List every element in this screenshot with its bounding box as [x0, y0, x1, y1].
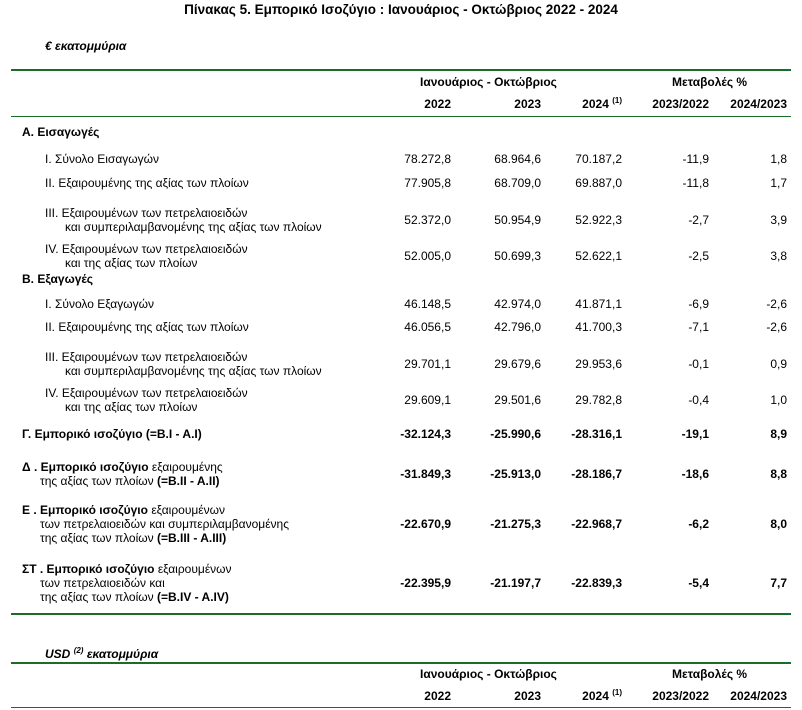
row-label: IV. Εξαιρουμένων των πετρελαιοειδών	[45, 386, 248, 400]
balance-label-line	[40, 576, 165, 590]
value-2022: 29.701,1	[404, 357, 451, 371]
balance-label-bold: ΣΤ . Εμπορικό ισοζύγιο	[22, 562, 155, 576]
balance-label-line-text: των πετρελαιοειδών και	[40, 576, 165, 590]
balance-label-ref: (=Β.ΙΙ - Α.ΙΙ)	[153, 474, 220, 488]
value-2022: -22.395,9	[400, 576, 451, 590]
value-2024: 29.953,6	[575, 357, 622, 371]
change-2023-2022: -2,7	[688, 213, 709, 227]
unit-label-eur: € εκατομμύρια	[45, 39, 127, 53]
row-label: Ι. Σύνολο Εισαγωγών	[45, 152, 160, 166]
value-2022: 52.005,0	[404, 249, 451, 263]
header-change-2024-2023: 2024/2023	[730, 97, 787, 111]
change-2024-2023: 8,9	[770, 427, 787, 441]
value-2023: 42.974,0	[494, 297, 541, 311]
value-2024: 52.622,1	[575, 249, 622, 263]
usd-note: (2)	[73, 646, 84, 655]
change-2023-2022: -5,4	[688, 576, 709, 590]
section-imports: Α. Εισαγωγές	[22, 125, 100, 139]
balance-label-text: εξαιρουμένων	[147, 503, 226, 517]
change-2023-2022: -7,1	[688, 320, 709, 334]
value-2024: -28.186,7	[571, 467, 622, 481]
balance-label-text: εξαιρουμένης	[148, 460, 223, 474]
balance-label-line	[40, 517, 289, 531]
value-2023: -21.197,7	[490, 576, 541, 590]
change-2024-2023: 1,8	[770, 152, 787, 166]
change-2023-2022: -11,8	[682, 176, 709, 190]
change-2023-2022: -11,9	[682, 152, 709, 166]
value-2023: 29.501,6	[494, 393, 541, 407]
change-2023-2022: -6,2	[688, 517, 709, 531]
balance-label: Γ. Εμπορικό ισοζύγιο (=Β.Ι - Α.Ι)	[22, 427, 202, 441]
row-label: και της αξίας των πλοίων	[65, 400, 198, 414]
usd-header-2022: 2022	[424, 689, 451, 703]
balance-label-ref: (=B.IV - A.IV)	[153, 590, 229, 604]
usd-prefix: USD	[45, 647, 71, 661]
header-2024-note: (1)	[612, 96, 622, 105]
usd-header-2024-note: (1)	[612, 688, 622, 697]
change-2024-2023: 7,7	[770, 576, 787, 590]
change-2023-2022: -0,4	[688, 393, 709, 407]
balance-label	[22, 460, 223, 474]
balance-label-bold: Ε . Εμπορικό ισοζύγιο	[22, 503, 148, 517]
change-2024-2023: -2,6	[766, 297, 787, 311]
value-2024: -22.968,7	[571, 517, 622, 531]
balance-label-bold: Δ . Εμπορικό ισοζύγιο	[22, 460, 149, 474]
value-2023: -25.990,6	[490, 427, 541, 441]
balance-label-line	[40, 474, 220, 488]
value-2022: 29.609,1	[404, 393, 451, 407]
balance-label-line-text: της αξίας των πλοίων	[40, 474, 154, 488]
value-2024: 41.871,1	[575, 297, 622, 311]
usd-header-change-2024-2023: 2024/2023	[730, 689, 787, 703]
header-2022: 2022	[424, 97, 451, 111]
row-label: και της αξίας των πλοίων	[65, 256, 198, 270]
value-2023: 50.954,9	[494, 213, 541, 227]
usd-header-change-2023-2022: 2023/2022	[652, 689, 709, 703]
value-2022: -32.124,3	[400, 427, 451, 441]
unit-label-usd	[45, 647, 158, 661]
value-2024: 52.922,3	[575, 213, 622, 227]
balance-label-line-text: της αξίας των πλοίων	[40, 590, 154, 604]
header-2023: 2023	[514, 97, 541, 111]
header-2024	[532, 97, 622, 111]
usd-header-2023: 2023	[514, 689, 541, 703]
value-2023: 42.796,0	[494, 320, 541, 334]
row-label: IV. Εξαιρουμένων των πετρελαιοειδών	[45, 242, 248, 256]
value-2023: -25.913,0	[490, 467, 541, 481]
row-label: και συμπεριλαμβανομένης της αξίας των πλοίων	[65, 220, 322, 234]
header-change-2023-2022: 2023/2022	[652, 97, 709, 111]
value-2024: -28.316,1	[571, 427, 622, 441]
usd-header-2024-year: 2024	[582, 689, 609, 703]
value-2023: 50.699,3	[494, 249, 541, 263]
header-changes: Μεταβολές %	[672, 75, 748, 89]
value-2022: 77.905,8	[404, 176, 451, 190]
balance-label-line-text: των πετρελαιοειδών και συμπεριλαμβανομένης	[40, 517, 290, 531]
section-exports: Β. Εξαγωγές	[22, 272, 94, 286]
row-label: ΙΙΙ. Εξαιρουμένων των πετρελαιοειδών	[45, 350, 248, 364]
value-2022: -31.849,3	[400, 467, 451, 481]
row-label: και συμπεριλαμβανομένης της αξίας των πλοίων	[65, 364, 322, 378]
header-rule	[11, 116, 791, 117]
row-label: Ι. Σύνολο Εξαγωγών	[45, 297, 154, 311]
change-2024-2023: 1,7	[770, 176, 787, 190]
row-label: ΙΙΙ. Εξαιρουμένων των πετρελαιοειδών	[45, 206, 248, 220]
change-2024-2023: 1,0	[770, 393, 787, 407]
value-2024: -22.839,3	[571, 576, 622, 590]
usd-header-changes: Μεταβολές %	[672, 667, 748, 681]
top-rule	[11, 69, 791, 71]
value-2022: 46.056,5	[404, 320, 451, 334]
change-2023-2022: -19,1	[681, 427, 709, 441]
row-label: ΙΙ. Εξαιρουμένης της αξίας των πλοίων	[45, 176, 249, 190]
value-2024: 69.887,0	[575, 176, 622, 190]
row-label: ΙΙ. Εξαιρουμένης της αξίας των πλοίων	[45, 320, 249, 334]
balance-label-line-text: της αξίας των πλοίων	[40, 531, 154, 545]
usd-header-2024	[532, 689, 622, 703]
balance-label-line	[40, 531, 226, 545]
value-2022: 52.372,0	[404, 213, 451, 227]
header-2024-year: 2024	[582, 97, 609, 111]
balance-label	[22, 503, 225, 517]
change-2023-2022: -0,1	[688, 357, 709, 371]
table-title: Πίνακας 5. Εμπορικό Ισοζύγιο : Ιανουάριος - Οκτώβριος 2022 - 2024	[184, 2, 618, 17]
header-period: Ιανουάριος - Οκτώβριος	[420, 75, 557, 89]
value-2024: 29.782,8	[575, 393, 622, 407]
change-2024-2023: 3,9	[770, 213, 787, 227]
usd-header-rule	[11, 707, 791, 708]
value-2022: -22.670,9	[400, 517, 451, 531]
value-2023: 29.679,6	[494, 357, 541, 371]
change-2024-2023: 8,8	[770, 467, 787, 481]
usd-suffix: εκατομμύρια	[86, 647, 159, 661]
value-2023: 68.709,0	[494, 176, 541, 190]
value-2022: 78.272,8	[404, 152, 451, 166]
balance-label-line	[40, 590, 229, 604]
usd-top-rule	[11, 662, 791, 664]
value-2024: 41.700,3	[575, 320, 622, 334]
change-2024-2023: 8,0	[770, 517, 787, 531]
change-2023-2022: -2,5	[688, 249, 709, 263]
change-2023-2022: -6,9	[688, 297, 709, 311]
balance-label-ref: (=Β.ΙΙΙ - Α.ΙΙΙ)	[153, 531, 227, 545]
change-2024-2023: -2,6	[766, 320, 787, 334]
eur-bottom-rule	[11, 613, 791, 615]
balance-label	[22, 562, 232, 576]
value-2024: 70.187,2	[575, 152, 622, 166]
balance-label-text: εξαιρουμένων	[154, 562, 232, 576]
change-2024-2023: 3,8	[770, 249, 787, 263]
value-2022: 46.148,5	[404, 297, 451, 311]
usd-header-period: Ιανουάριος - Οκτώβριος	[420, 667, 557, 681]
change-2023-2022: -18,6	[681, 467, 709, 481]
change-2024-2023: 0,9	[770, 357, 787, 371]
value-2023: 68.964,6	[494, 152, 541, 166]
value-2023: -21.275,3	[490, 517, 541, 531]
